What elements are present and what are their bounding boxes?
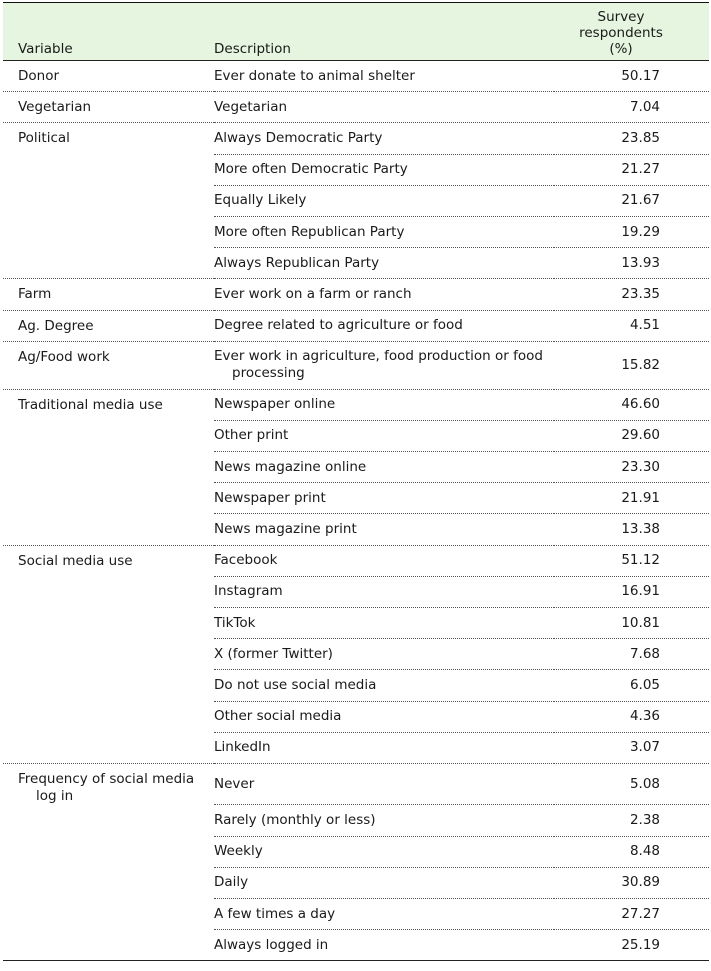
cell-variable xyxy=(3,545,214,576)
table-row xyxy=(3,576,709,607)
table-row xyxy=(3,279,709,310)
cell-value: 50.17 xyxy=(621,67,660,84)
description-label: LinkedIn xyxy=(214,739,271,756)
description-label: X (former Twitter) xyxy=(214,645,333,662)
cell-description xyxy=(214,763,554,805)
cell-value: 10.81 xyxy=(554,608,709,639)
cell-value: 4.51 xyxy=(554,310,709,341)
cell-variable xyxy=(3,805,214,836)
cell-value: 13.93 xyxy=(554,248,709,279)
table-row xyxy=(3,452,709,483)
cell-description xyxy=(214,123,554,154)
table-row xyxy=(3,763,709,805)
cell-description xyxy=(214,639,554,670)
cell-variable xyxy=(3,836,214,867)
cell-description xyxy=(214,92,554,123)
header-respondents-line2: respondents xyxy=(579,25,663,41)
cell-description xyxy=(214,420,554,451)
cell-description xyxy=(214,341,554,389)
cell-description xyxy=(214,608,554,639)
variable-label: Ag. Degree xyxy=(18,317,94,334)
table-row xyxy=(3,608,709,639)
cell-variable xyxy=(3,867,214,898)
table-body xyxy=(3,61,709,961)
cell-value: 29.60 xyxy=(554,420,709,451)
variable-label: Farm xyxy=(18,286,52,303)
cell-variable xyxy=(3,123,214,154)
description-label: A few times a day xyxy=(214,905,336,922)
cell-value: 21.67 xyxy=(554,185,709,216)
cell-variable xyxy=(3,899,214,930)
cell-variable xyxy=(3,608,214,639)
cell-variable xyxy=(3,61,214,92)
variable-label: Traditional media use xyxy=(18,396,163,413)
description-label: News magazine print xyxy=(214,521,357,538)
description-label: Equally Likely xyxy=(214,192,307,209)
variable-label: Donor xyxy=(18,68,60,84)
header-respondents-line1: Survey xyxy=(597,9,645,25)
cell-description xyxy=(214,701,554,732)
description-label: Ever donate to animal shelter xyxy=(214,67,415,84)
cell-description xyxy=(214,836,554,867)
table-row xyxy=(3,123,709,154)
description-label: Newspaper online xyxy=(214,396,336,413)
table-row xyxy=(3,185,709,216)
description-label: More often Republican Party xyxy=(214,223,405,240)
table-row xyxy=(3,899,709,930)
cell-value: 16.91 xyxy=(554,576,709,607)
header-variable: Variable xyxy=(3,3,214,61)
cell-description xyxy=(214,389,554,420)
table-row xyxy=(3,545,709,576)
cell-variable xyxy=(3,341,214,389)
description-label: Always Democratic Party xyxy=(214,129,383,146)
cell-value: 23.35 xyxy=(554,279,709,310)
cell-description xyxy=(214,514,554,545)
description-label: Degree related to agriculture or food xyxy=(214,317,463,334)
cell-value: 4.36 xyxy=(554,701,709,732)
description-label: Daily xyxy=(214,874,249,891)
cell-value: 27.27 xyxy=(554,899,709,930)
survey-table xyxy=(3,2,709,961)
table-row xyxy=(3,732,709,763)
table-row xyxy=(3,483,709,514)
table-row xyxy=(3,154,709,185)
cell-value: 13.38 xyxy=(554,514,709,545)
cell-variable xyxy=(3,248,214,279)
header-description: Description xyxy=(214,3,554,61)
description-label: Do not use social media xyxy=(214,676,377,693)
header-respondents-line3: (%) xyxy=(609,41,633,57)
cell-value: 30.89 xyxy=(554,867,709,898)
cell-description xyxy=(214,805,554,836)
description-label: Rarely (monthly or less) xyxy=(214,812,376,829)
table-header xyxy=(3,3,709,61)
variable-label: Social media use xyxy=(18,552,133,569)
cell-variable xyxy=(3,185,214,216)
cell-value: 23.85 xyxy=(554,123,709,154)
description-label: Weekly xyxy=(214,843,263,860)
cell-variable xyxy=(3,670,214,701)
cell-variable xyxy=(3,154,214,185)
header-respondents xyxy=(554,3,709,61)
description-label: Other social media xyxy=(214,708,342,725)
table-row xyxy=(3,836,709,867)
description-label: Ever work on a farm or ranch xyxy=(214,285,412,302)
cell-variable xyxy=(3,514,214,545)
table-row xyxy=(3,420,709,451)
cell-variable xyxy=(3,576,214,607)
description-label: Facebook xyxy=(214,552,278,569)
description-label: News magazine online xyxy=(214,458,367,475)
cell-variable xyxy=(3,483,214,514)
variable-label: Political xyxy=(18,130,70,147)
variable-label: Ag/Food work xyxy=(18,348,110,365)
cell-description xyxy=(214,279,554,310)
cell-value: 5.08 xyxy=(554,763,709,805)
cell-value: 7.68 xyxy=(554,639,709,670)
cell-value: 6.05 xyxy=(554,670,709,701)
table-row xyxy=(3,248,709,279)
table-row xyxy=(3,701,709,732)
cell-description xyxy=(214,930,554,961)
cell-variable xyxy=(3,452,214,483)
cell-description xyxy=(214,483,554,514)
cell-variable xyxy=(3,216,214,247)
cell-variable xyxy=(3,763,214,805)
cell-value: 3.07 xyxy=(554,732,709,763)
cell-value: 46.60 xyxy=(554,389,709,420)
cell-description xyxy=(214,185,554,216)
description-label: Instagram xyxy=(214,583,283,600)
table-row xyxy=(3,389,709,420)
cell-value: 19.29 xyxy=(554,216,709,247)
cell-variable xyxy=(3,701,214,732)
description-label: Never xyxy=(214,775,255,792)
cell-value: 51.12 xyxy=(554,545,709,576)
cell-description xyxy=(214,310,554,341)
table-row xyxy=(3,805,709,836)
cell-description xyxy=(214,248,554,279)
cell-description xyxy=(214,670,554,701)
cell-description xyxy=(214,545,554,576)
table-row xyxy=(3,639,709,670)
cell-value: 15.82 xyxy=(554,341,709,389)
table-row xyxy=(3,867,709,898)
cell-value: 21.91 xyxy=(554,483,709,514)
description-label: Always logged in xyxy=(214,936,329,953)
cell-value: 8.48 xyxy=(554,836,709,867)
variable-label: Frequency of social media log in xyxy=(18,770,195,804)
cell-variable xyxy=(3,420,214,451)
cell-value: 23.30 xyxy=(554,452,709,483)
table-row xyxy=(3,930,709,961)
cell-variable xyxy=(3,279,214,310)
description-label: More often Democratic Party xyxy=(214,161,408,178)
cell-variable xyxy=(3,389,214,420)
description-label: TikTok xyxy=(214,614,256,631)
description-label: Other print xyxy=(214,427,289,444)
cell-variable xyxy=(3,732,214,763)
cell-description xyxy=(214,899,554,930)
description-label: Ever work in agriculture, food production or food processing xyxy=(214,348,543,382)
table-row xyxy=(3,216,709,247)
table-row xyxy=(3,92,709,123)
table-row xyxy=(3,61,709,92)
cell-variable xyxy=(3,639,214,670)
cell-variable xyxy=(3,310,214,341)
cell-value: 2.38 xyxy=(554,805,709,836)
cell-value: 7.04 xyxy=(554,92,709,123)
cell-value: 25.19 xyxy=(554,930,709,961)
cell-description xyxy=(214,576,554,607)
cell-variable xyxy=(3,92,214,123)
table-row xyxy=(3,514,709,545)
cell-description xyxy=(214,216,554,247)
cell-variable xyxy=(3,930,214,961)
cell-description xyxy=(214,452,554,483)
table-row xyxy=(3,670,709,701)
cell-description xyxy=(214,61,554,92)
variable-label: Vegetarian xyxy=(18,99,92,116)
description-label: Newspaper print xyxy=(214,489,326,506)
description-label: Always Republican Party xyxy=(214,254,380,271)
cell-value: 21.27 xyxy=(554,154,709,185)
cell-description xyxy=(214,732,554,763)
description-label: Vegetarian xyxy=(214,98,288,115)
cell-description xyxy=(214,867,554,898)
table-row xyxy=(3,310,709,341)
header-row xyxy=(3,3,709,61)
cell-description xyxy=(214,154,554,185)
table-row xyxy=(3,341,709,389)
